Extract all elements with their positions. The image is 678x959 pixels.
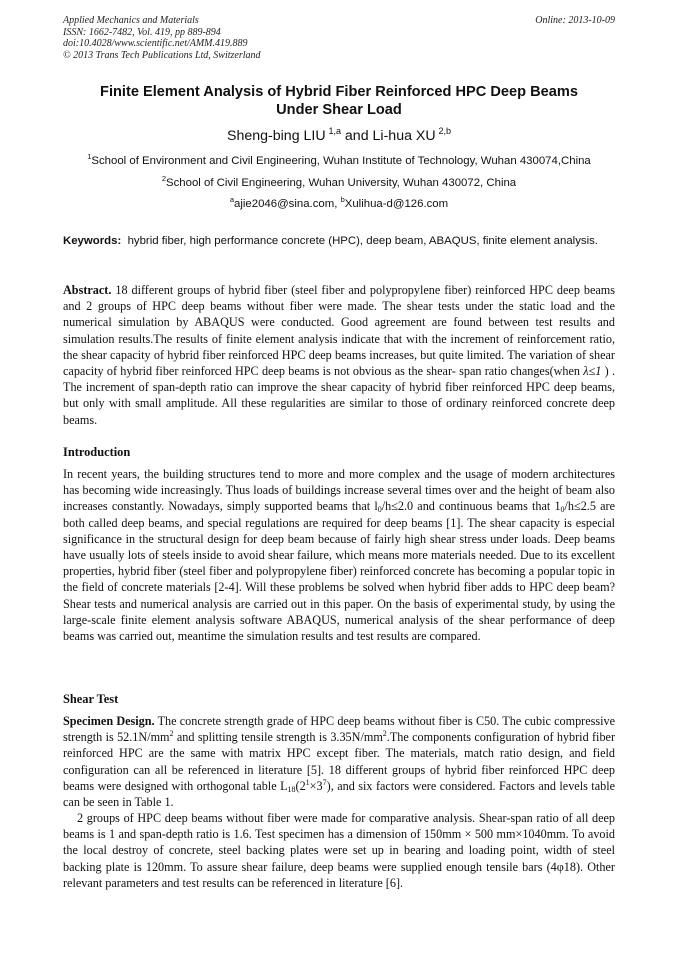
specimen-design-paragraph (63, 713, 615, 810)
shear-text-3: .The components configuration of hybrid fiber reinforced HPC are the same with matrix HPC except fiber. The materials, match ratio design, and field configuration can all be referenced in literature [5]. 18 different groups of hybrid fiber reinforced HPC deep beams were designed with orthogonal table L (63, 730, 615, 793)
title-line-2: Under Shear Load (276, 102, 402, 118)
shear-text-4: (2 (295, 778, 306, 793)
issn-line: ISSN: 1662-7482, Vol. 419, pp 889-894 (63, 26, 221, 38)
abstract-text-2: ) . The increment of span-depth ratio can improve the shear capacity of hybrid fiber reinforced HPC deep beams, but only with small amplitude. All these regularities are similar to those of ordinary reinforced concrete deep beams. (63, 364, 615, 427)
shear-test-heading: Shear Test (63, 692, 119, 706)
title-line-1: Finite Element Analysis of Hybrid Fiber Reinforced HPC Deep Beams (100, 84, 578, 100)
affiliation-1-mark: 1 (87, 152, 92, 161)
intro-text-1: In recent years, the building structures tend to more and more complex and the usage of modern architectures has becoming wide increasingly. Thus loads of buildings increase several times over and the height of beam also increases constantly. Nowadays, simply supported beams that l (63, 467, 615, 514)
affiliation-2-text: School of Civil Engineering, Wuhan University, Wuhan 430072, China (166, 177, 517, 189)
intro-sub-2: 0 (560, 505, 565, 515)
shear-sup-2: 2 (382, 729, 387, 739)
affiliation-1 (63, 152, 615, 167)
keywords-label: Keywords: (63, 235, 122, 247)
affiliation-1-text: School of Environment and Civil Engineering, Wuhan Institute of Technology, Wuhan 430074,China (91, 155, 591, 167)
shear-text-5: ×3 (309, 778, 323, 793)
introduction-heading: Introduction (63, 445, 131, 459)
author-1-affil: 1,a (328, 126, 341, 136)
abstract-text-1: 18 different groups of hybrid fiber (steel fiber and polypropylene fiber) reinforced HPC deep beams and 2 groups of HPC deep beams without fiber were made. The shear tests under the static load and the numerical simulation by ABAQUS were conducted. Good agreement are found between test results and simulation results.The results of finite element analysis indicate that with the increment of reinforcement ratio, the shear capacity of hybrid fiber reinforced HPC deep beams increases, but quite limited. The variation of shear capacity of hybrid fiber reinforced HPC deep beams is not obvious as the shear- span ratio changes(when (63, 283, 615, 379)
email-b[interactable]: Xulihua-d@126.com (344, 198, 449, 210)
email-line (63, 195, 615, 210)
paper-title (63, 83, 615, 119)
specimen-design-label: Specimen Design. (63, 714, 155, 728)
journal-name: Applied Mechanics and Materials (63, 15, 199, 26)
author-2: Li-hua XU (372, 128, 436, 144)
author-and: and (340, 128, 373, 144)
keywords (63, 234, 615, 250)
author-list (63, 128, 615, 144)
affiliation-2 (63, 174, 615, 189)
intro-sub-1: 0 (377, 505, 382, 515)
online-date: Online: 2013-10-09 (535, 15, 615, 26)
keywords-text: hybrid fiber, high performance concrete (HPC), deep beam, ABAQUS, finite element analysis. (121, 235, 598, 247)
lambda-condition: λ≤1 (583, 364, 602, 379)
abstract-label: Abstract. (63, 283, 112, 297)
email-b-mark: b (340, 195, 345, 204)
shear-text-2: and splitting tensile strength is 3.35N/mm (173, 730, 383, 745)
comparison-paragraph: 2 groups of HPC deep beams without fiber were made for comparative analysis. Shear-span ratio of all deep beams is 1 and span-depth ratio is 1.6. Test specimen has a dimension of 150mm × 500 mm×1040mm. To avoid the local destroy of concrete, steel backing plates were set up in bearing and loading point, width of steel backing plate is 120mm. To assure shear failure, deep beams were supplied enough tensile bars (4φ18). Other relevant parameters and test results can be referenced in literature [6]. (63, 811, 615, 890)
doi-line[interactable]: doi:10.4028/www.scientific.net/AMM.419.889 (63, 38, 248, 49)
shear-text-6: ), and six factors were considered. Factors and levels table can be seen in Table 1. (63, 778, 615, 810)
shear-text-1: The concrete strength grade of HPC deep beams without fiber is C50. The cubic compressive strength is 52.1N/mm (63, 714, 616, 745)
intro-text-2: /h≤2.0 and continuous beams that 1 (381, 499, 561, 514)
intro-text-3: /h≤2.5 are both called deep beams, and special regulations are required for deep beams [1]. The shear capacity is especial significance in the structural design for deep beam because of fairly high shear stress under loads. Deep beams have usually lots of steels inside to avoid shear failure, which means more materials needed. Due to its excellent properties, hybrid fiber (steel fiber and polypropylene fiber) reinforced concrete has becoming a popular topic in the field of concrete materials [2-4]. Will these problems be solved when hybrid fiber adds to HPC deep beam? Shear tests and numerical analysis are carried out in this paper. On the basis of experimental study, by using the large-scale finite element analysis software ABAQUS, numerical analysis of the shear performance of deep beams was carried out, meantime the simulation results and test results are compared. (63, 499, 615, 644)
shear-sub-1: 18 (287, 784, 296, 794)
introduction-paragraph (63, 466, 615, 644)
abstract (63, 282, 615, 428)
journal-header (63, 15, 615, 61)
author-1: Sheng-bing LIU (227, 128, 326, 144)
email-a-mark: a (229, 195, 235, 204)
copyright-line: © 2013 Trans Tech Publications Ltd, Switzerland (63, 49, 261, 61)
journal-info (63, 15, 615, 61)
email-a[interactable]: ajie2046@sina.com, (234, 198, 341, 210)
affiliation-2-mark: 2 (161, 174, 166, 183)
shear-sup-3: 1 (305, 777, 310, 787)
author-2-affil: 2,b (438, 126, 451, 136)
shear-sup-4: 7 (322, 777, 327, 787)
shear-sup-1: 2 (169, 729, 174, 739)
